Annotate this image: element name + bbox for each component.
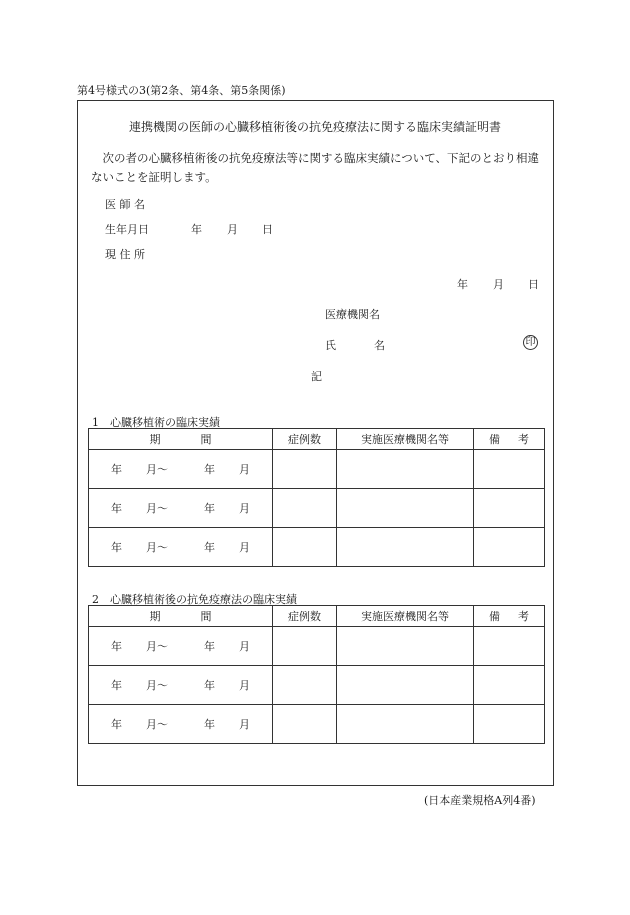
period-cell (89, 450, 273, 489)
table-row (89, 528, 545, 567)
cases-cell[interactable] (273, 489, 337, 528)
birth-month-unit: 月 (227, 223, 238, 236)
cases-cell[interactable] (273, 627, 337, 666)
cases-cell[interactable] (273, 705, 337, 744)
header-cases: 症例数 (273, 429, 337, 450)
institution-cell[interactable] (337, 528, 474, 567)
period-start-year: 年 (111, 463, 122, 476)
date-day-unit: 日 (528, 278, 539, 291)
period-end-month: 月 (239, 502, 250, 515)
remarks-cell[interactable] (474, 627, 545, 666)
period-start-month: 月～ (146, 463, 168, 476)
remarks-cell[interactable] (474, 489, 545, 528)
institution-cell[interactable] (337, 627, 474, 666)
period-cell (89, 528, 273, 567)
header-remarks-char2: 考 (518, 610, 529, 623)
birth-year-unit: 年 (191, 223, 202, 236)
institution-cell[interactable] (337, 450, 474, 489)
period-cell (89, 489, 273, 528)
section2-table (88, 605, 545, 744)
address-label: 現 住 所 (105, 248, 145, 261)
period-end-year: 年 (204, 541, 215, 554)
period-start-year: 年 (111, 502, 122, 515)
table-header-row (89, 606, 545, 627)
period-end-month: 月 (239, 679, 250, 692)
remarks-cell[interactable] (474, 666, 545, 705)
period-end-year: 年 (204, 463, 215, 476)
doctor-name-label: 医 師 名 (105, 198, 145, 211)
header-period-char2: 間 (200, 610, 212, 623)
document-title: 連携機関の医師の心臓移植術後の抗免疫療法に関する臨床実績証明書 (128, 120, 501, 134)
period-end-year: 年 (204, 502, 215, 515)
table-row (89, 627, 545, 666)
period-end-month: 月 (239, 463, 250, 476)
birth-date-label: 生年月日 (105, 223, 149, 236)
header-remarks-char1: 備 (489, 610, 500, 623)
period-start-month: 月～ (146, 502, 168, 515)
table-row (89, 666, 545, 705)
intro-text: 次の者の心臓移植術後の抗免疫療法等に関する臨床実績について、下記のとおり相違ないことを証明します。 (91, 151, 540, 184)
header-cases: 症例数 (273, 606, 337, 627)
section1-table (88, 428, 545, 567)
birth-day-unit: 日 (262, 223, 273, 236)
header-institution: 実施医療機関名等 (337, 606, 474, 627)
period-end-year: 年 (204, 679, 215, 692)
institution-cell[interactable] (337, 489, 474, 528)
cases-cell[interactable] (273, 450, 337, 489)
remarks-cell[interactable] (474, 450, 545, 489)
period-cell (89, 666, 273, 705)
period-cell (89, 627, 273, 666)
seal-mark: 印 (523, 335, 538, 350)
institution-cell[interactable] (337, 705, 474, 744)
header-remarks-char2: 考 (518, 433, 529, 446)
period-start-month: 月～ (146, 679, 168, 692)
remarks-cell[interactable] (474, 528, 545, 567)
period-start-year: 年 (111, 679, 122, 692)
header-period-char1: 期 (149, 610, 161, 623)
cases-cell[interactable] (273, 528, 337, 567)
period-end-year: 年 (204, 640, 215, 653)
institution-label: 医療機関名 (325, 308, 380, 321)
period-start-year: 年 (111, 640, 122, 653)
form-number: 第4号様式の3(第2条、第4条、第5条関係) (77, 84, 286, 97)
header-remarks (474, 429, 545, 450)
header-period (89, 429, 273, 450)
header-period-char1: 期 (149, 433, 161, 446)
table-row (89, 450, 545, 489)
ki-heading: 記 (311, 370, 322, 383)
remarks-cell[interactable] (474, 705, 545, 744)
cases-cell[interactable] (273, 666, 337, 705)
period-start-month: 月～ (146, 541, 168, 554)
table-header-row (89, 429, 545, 450)
header-institution: 実施医療機関名等 (337, 429, 474, 450)
date-month-unit: 月 (493, 278, 504, 291)
period-cell (89, 705, 273, 744)
period-end-month: 月 (239, 718, 250, 731)
header-period-char2: 間 (200, 433, 212, 446)
table-row (89, 705, 545, 744)
table-row (89, 489, 545, 528)
period-end-month: 月 (239, 640, 250, 653)
section1-heading: 1 心臓移植術の臨床実績 (92, 416, 220, 429)
period-end-year: 年 (204, 718, 215, 731)
paper-size-note: (日本産業規格A列4番) (424, 794, 536, 807)
period-start-month: 月～ (146, 718, 168, 731)
header-period (89, 606, 273, 627)
header-remarks-char1: 備 (489, 433, 500, 446)
date-year-unit: 年 (457, 278, 468, 291)
period-start-month: 月～ (146, 640, 168, 653)
header-remarks (474, 606, 545, 627)
period-end-month: 月 (239, 541, 250, 554)
institution-cell[interactable] (337, 666, 474, 705)
period-start-year: 年 (111, 718, 122, 731)
signer-shi: 氏 (325, 339, 336, 352)
period-start-year: 年 (111, 541, 122, 554)
signer-mei: 名 (374, 339, 385, 352)
section2-heading: 2 心臓移植術後の抗免疫療法の臨床実績 (92, 593, 297, 606)
